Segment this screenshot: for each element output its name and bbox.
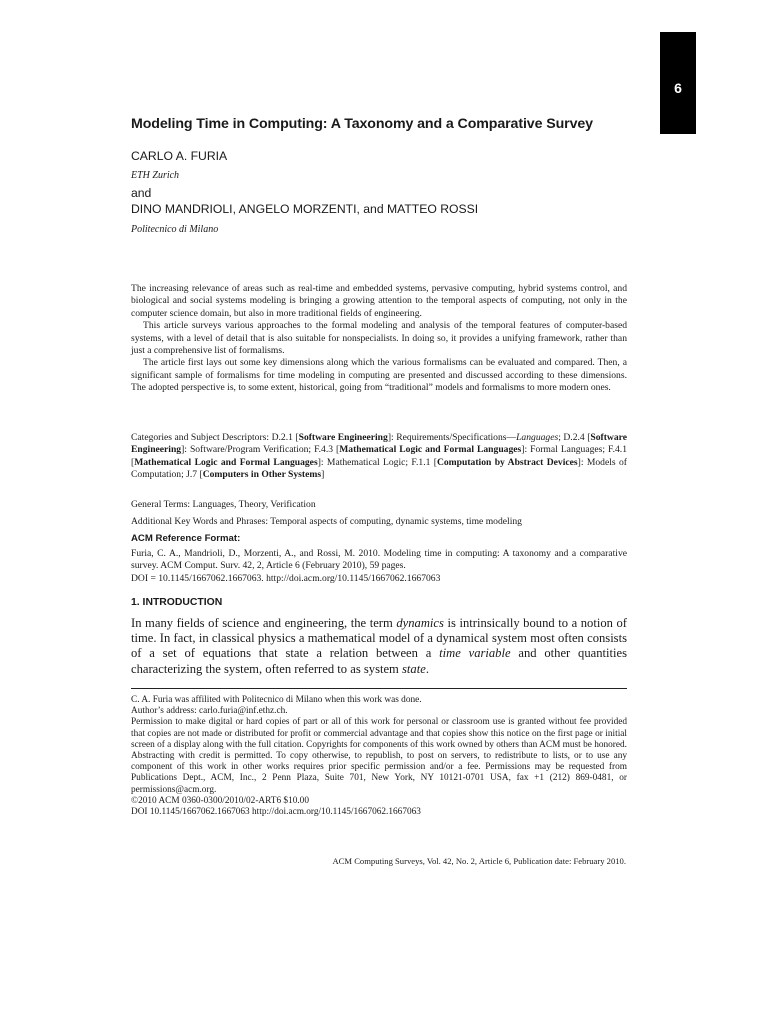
first-author-affiliation: ETH Zurich	[131, 170, 180, 181]
abstract	[131, 283, 627, 395]
intro-paragraph: In many fields of science and engineering, the term dynamics is intrinsically bound to a notion of time. In fact, in classical physics a mathematical model of a dynamical system most often consists of a set of equations that state a relation between a time variable and other quantities characterizing the system, often referred to as system state.	[131, 616, 627, 676]
footnotes	[131, 695, 627, 818]
abstract-paragraph: The article first lays out some key dimensions along which the various formalisms can be evaluated and compared. Then, a significant sample of formalisms for time modeling in computing are presented and discussed according to these dimensions. The adopted perspective is, to some extent, historical, going from “traditional” models and formalisms to more modern ones.	[131, 357, 627, 394]
section-heading: 1. INTRODUCTION	[131, 597, 223, 608]
keywords: Additional Key Words and Phrases: Temporal aspects of computing, dynamic systems, time modeling	[131, 516, 522, 527]
reference-heading: ACM Reference Format:	[131, 533, 241, 544]
abstract-paragraph: The increasing relevance of areas such as real-time and embedded systems, pervasive computing, hybrid systems control, and biological and social systems modeling is bringing a growing attention to the temporal aspects of computing, not only in the computer science domain, but also in more traditional fields of engineering.	[131, 283, 627, 319]
footnote: Permission to make digital or hard copies of part or all of this work for personal or classroom use is granted without fee provided that copies are not made or distributed for profit or commercial advantage and that copies show this notice on the first page or initial screen of a display along with the full citation. Copyrights for components of this work owned by others than ACM must be honored. Abstracting with credit is permitted. To copy otherwise, to republish, to post on servers, to redistribute to lists, or to use any component of this work in other works requires prior specific permission and/or a fee. Permissions may be requested from Publications Dept., ACM, Inc., 2 Penn Plaza, Suite 701, New York, NY 10121-0701 USA, fax +1 (212) 869-0481, or permissions@acm.org.	[131, 717, 627, 795]
reference-citation: Furia, C. A., Mandrioli, D., Morzenti, A., and Rossi, M. 2010. Modeling time in computing: A taxonomy and a comparative survey. ACM Comput. Surv. 42, 2, Article 6 (February 2010), 59 pages.	[131, 548, 627, 572]
other-authors-affiliation: Politecnico di Milano	[131, 224, 219, 235]
footnote: Author’s address: carlo.furia@inf.ethz.ch.	[131, 706, 288, 717]
footnote: DOI 10.1145/1667062.1667063 http://doi.acm.org/10.1145/1667062.1667063	[131, 807, 421, 818]
footnote: C. A. Furia was affilited with Politecnico di Milano when this work was done.	[131, 695, 422, 705]
running-footer: ACM Computing Surveys, Vol. 42, No. 2, Article 6, Publication date: February 2010.	[332, 856, 626, 866]
categories: Categories and Subject Descriptors: D.2.1 [Software Engineering]: Requirements/Specifications—Languages; D.2.4 [Software Engineering]: Software/Program Verification; F.4.3 [Mathematical Logic and Formal Languages]: Formal Languages; F.4.1 [Mathematical Logic and Formal Languages]: Mathematical Logic; F.1.1 [Computation by Abstract Devices]: Models of Computation; J.7 [Computers in Other Systems]	[131, 432, 627, 481]
first-author: CARLO A. FURIA	[131, 149, 228, 163]
reference-doi: DOI = 10.1145/1667062.1667063. http://doi.acm.org/10.1145/1667062.1667063	[131, 573, 441, 584]
paper-title: Modeling Time in Computing: A Taxonomy and a Comparative Survey	[131, 116, 593, 132]
abstract-paragraph: This article surveys various approaches to the formal modeling and analysis of the temporal features of computer-based systems, with a level of detail that is also suitable for nonspecialists. In doing so, it provides a unifying framework, rather than just a comprehensive list of formalisms.	[131, 320, 627, 357]
page-number-tab	[660, 32, 696, 134]
other-authors: DINO MANDRIOLI, ANGELO MORZENTI, and MATTEO ROSSI	[131, 202, 479, 216]
authors-and: and	[131, 186, 152, 200]
page-number: 6	[674, 80, 682, 96]
footnote: ©2010 ACM 0360-0300/2010/02-ART6 $10.00	[131, 795, 309, 806]
footnote-rule	[131, 688, 627, 689]
general-terms: General Terms: Languages, Theory, Verification	[131, 499, 316, 510]
